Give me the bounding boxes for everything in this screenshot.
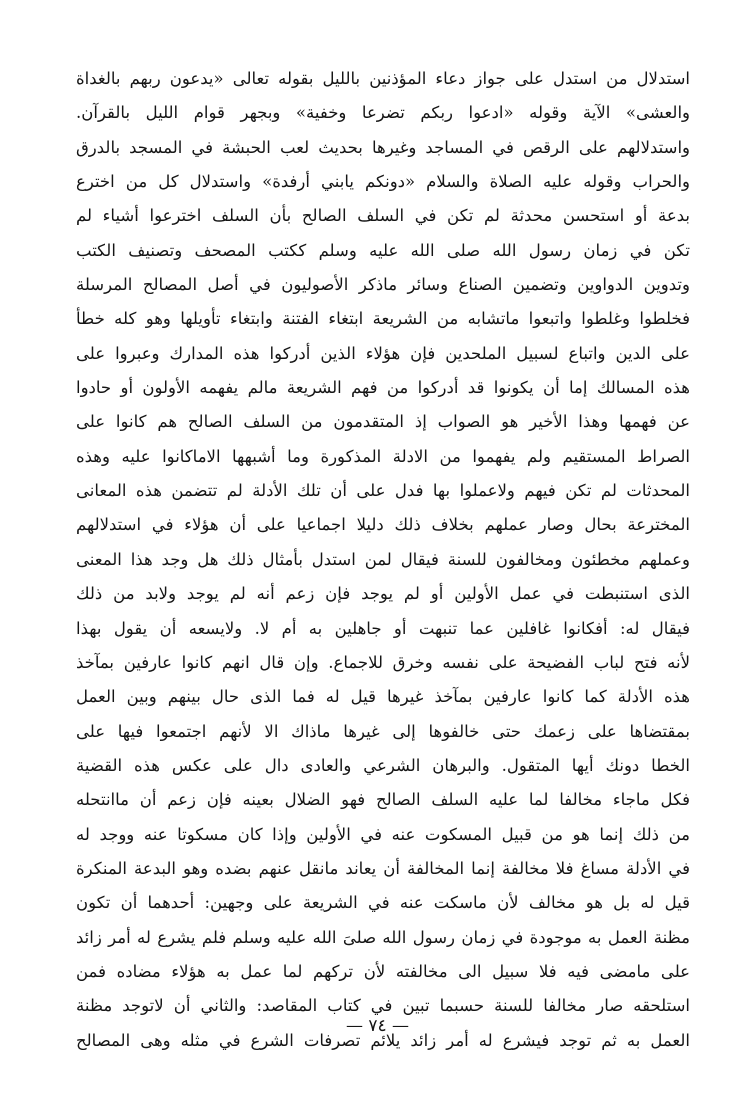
text-line: استلحقه صار مخالفا للسنة حسبما تبين في كتاب المقاصد: والثاني أن لاتوجد مظنة <box>76 996 690 1016</box>
text-line: العمل به ثم توجد فيشرع له أمر زائد يلائم تصرفات الشرع في مثله وهى المصالح <box>76 1030 690 1050</box>
text-line: مظنة العمل به موجودة في زمان رسول الله صلىَ الله عليه وسلم فلم يشرع له أمر زائد <box>76 927 690 947</box>
page-number: — ٧٤ — <box>345 1016 410 1036</box>
body-text <box>76 62 690 1058</box>
text-line: بدعة أو استحسن محدثة لم تكن في السلف الصالح بأن السلف اخترعوا أشياء لم <box>76 206 690 226</box>
text-line: هذه المسالك إما أن يكونوا قد أدركوا من فهم الشريعة مالم يفهمه الأولون أو حادوا <box>76 378 690 398</box>
text-line: وتدوين الدواوين وتضمين الصناع وسائر ماذكر الأصوليون في أصل المصالح المرسلة <box>76 275 690 295</box>
text-line: قيل له بل هو مخالف لأن ماسكت عنه في الشريعة على وجهين: أحدهما أن تكون <box>76 893 690 913</box>
text-line: المخترعة بحال وصار عملهم بخلاف ذلك دليلا اجماعيا على أن هؤلاء في استدلالهم <box>76 515 690 535</box>
text-line: الذى استنبطت في عمل الأولين أو لم يوجد فإن زعم أنه لم يوجد ولابد من ذلك <box>76 584 690 604</box>
text-line: فيقال له: أفكانوا غافلين عما تنبهت أو جاهلين به أم لا. ولايسعه أن يقول بهذا <box>76 618 690 638</box>
text-line: في الأدلة مساغ فلا مخالفة إنما المخالفة أن يعاند مانقل عنهم بضده وهو البدعة المنكرة <box>76 858 690 878</box>
text-line: فكل ماجاء مخالفا لما عليه السلف الصالح فهو الضلال بعينه فإن زعم أن ماانتحله <box>76 790 690 810</box>
text-line: هذه الأدلة كما كانوا عارفين بمآخذ غيرها قيل له فما الذى حال بينهم وبين العمل <box>76 687 690 707</box>
text-line: لأنه فتح لباب الفضيحة على نفسه وخرق للاجماع. وإن قال انهم كانوا عارفين بمآخذ <box>76 652 690 672</box>
text-line: على الدين واتباع لسبيل الملحدين فإن هؤلاء الذين أدركوا هذه المدارك وعبروا على <box>76 343 690 363</box>
text-line: الصراط المستقيم ولم يفهموا من الادلة المذكورة وما أشبهها الاماكانوا عليه وهذه <box>76 446 690 466</box>
text-line: من ذلك إنما هو من قبيل المسكوت عنه في الأولين وإذا كان مسكوتا عنه ووجد له <box>76 824 690 844</box>
text-line: وعملهم مخطئون ومخالفون للسنة فيقال لمن استدل بأمثال ذلك هل وجد هذا المعنى <box>76 549 690 569</box>
text-line: والعشى» الآية وقوله «ادعوا ربكم تضرعا وخفية» وبجهر قوام الليل بالقرآن. <box>76 103 690 123</box>
text-line: والحراب وقوله عليه الصلاة والسلام «دونكم يابني أرفدة» واستدلال كل من اخترع <box>76 172 690 192</box>
text-line: بمقتضاها على زعمك حتى خالفوها إلى غيرها ماذاك الا لأنهم اجتمعوا فيها على <box>76 721 690 741</box>
text-line: فخلطوا وغلطوا واتبعوا ماتشابه من الشريعة ابتغاء الفتنة وابتغاء تأويلها وهو كله خطأ <box>76 309 690 329</box>
text-line: على مامضى فيه فلا سبيل الى مخالفته لأن تركهم لما عمل به هؤلاء مضاده فمن <box>76 961 690 981</box>
text-line: عن فهمها وهذا الأخير هو الصواب إذ المتقدمون من السلف الصالح هم كانوا على <box>76 412 690 432</box>
text-line: المحدثات لم تكن فيهم ولاعملوا بها فدل على أن تلك الأدلة لم تتضمن هذه المعانى <box>76 481 690 501</box>
text-line: الخطا دونك أيها المتقول. والبرهان الشرعي والعادى دال على عكس هذه القضية <box>76 755 690 775</box>
text-line: تكن في زمان رسول الله صلى الله عليه وسلم ككتب المصحف وتصنيف الكتب <box>76 240 690 260</box>
text-line: واستدلالهم على الرقص في المساجد وغيرها بحديث لعب الحبشة في المسجد بالدرق <box>76 137 690 157</box>
text-line: استدلال من استدل على جواز دعاء المؤذنين بالليل بقوله تعالى «يدعون ربهم بالغداة <box>76 69 690 88</box>
